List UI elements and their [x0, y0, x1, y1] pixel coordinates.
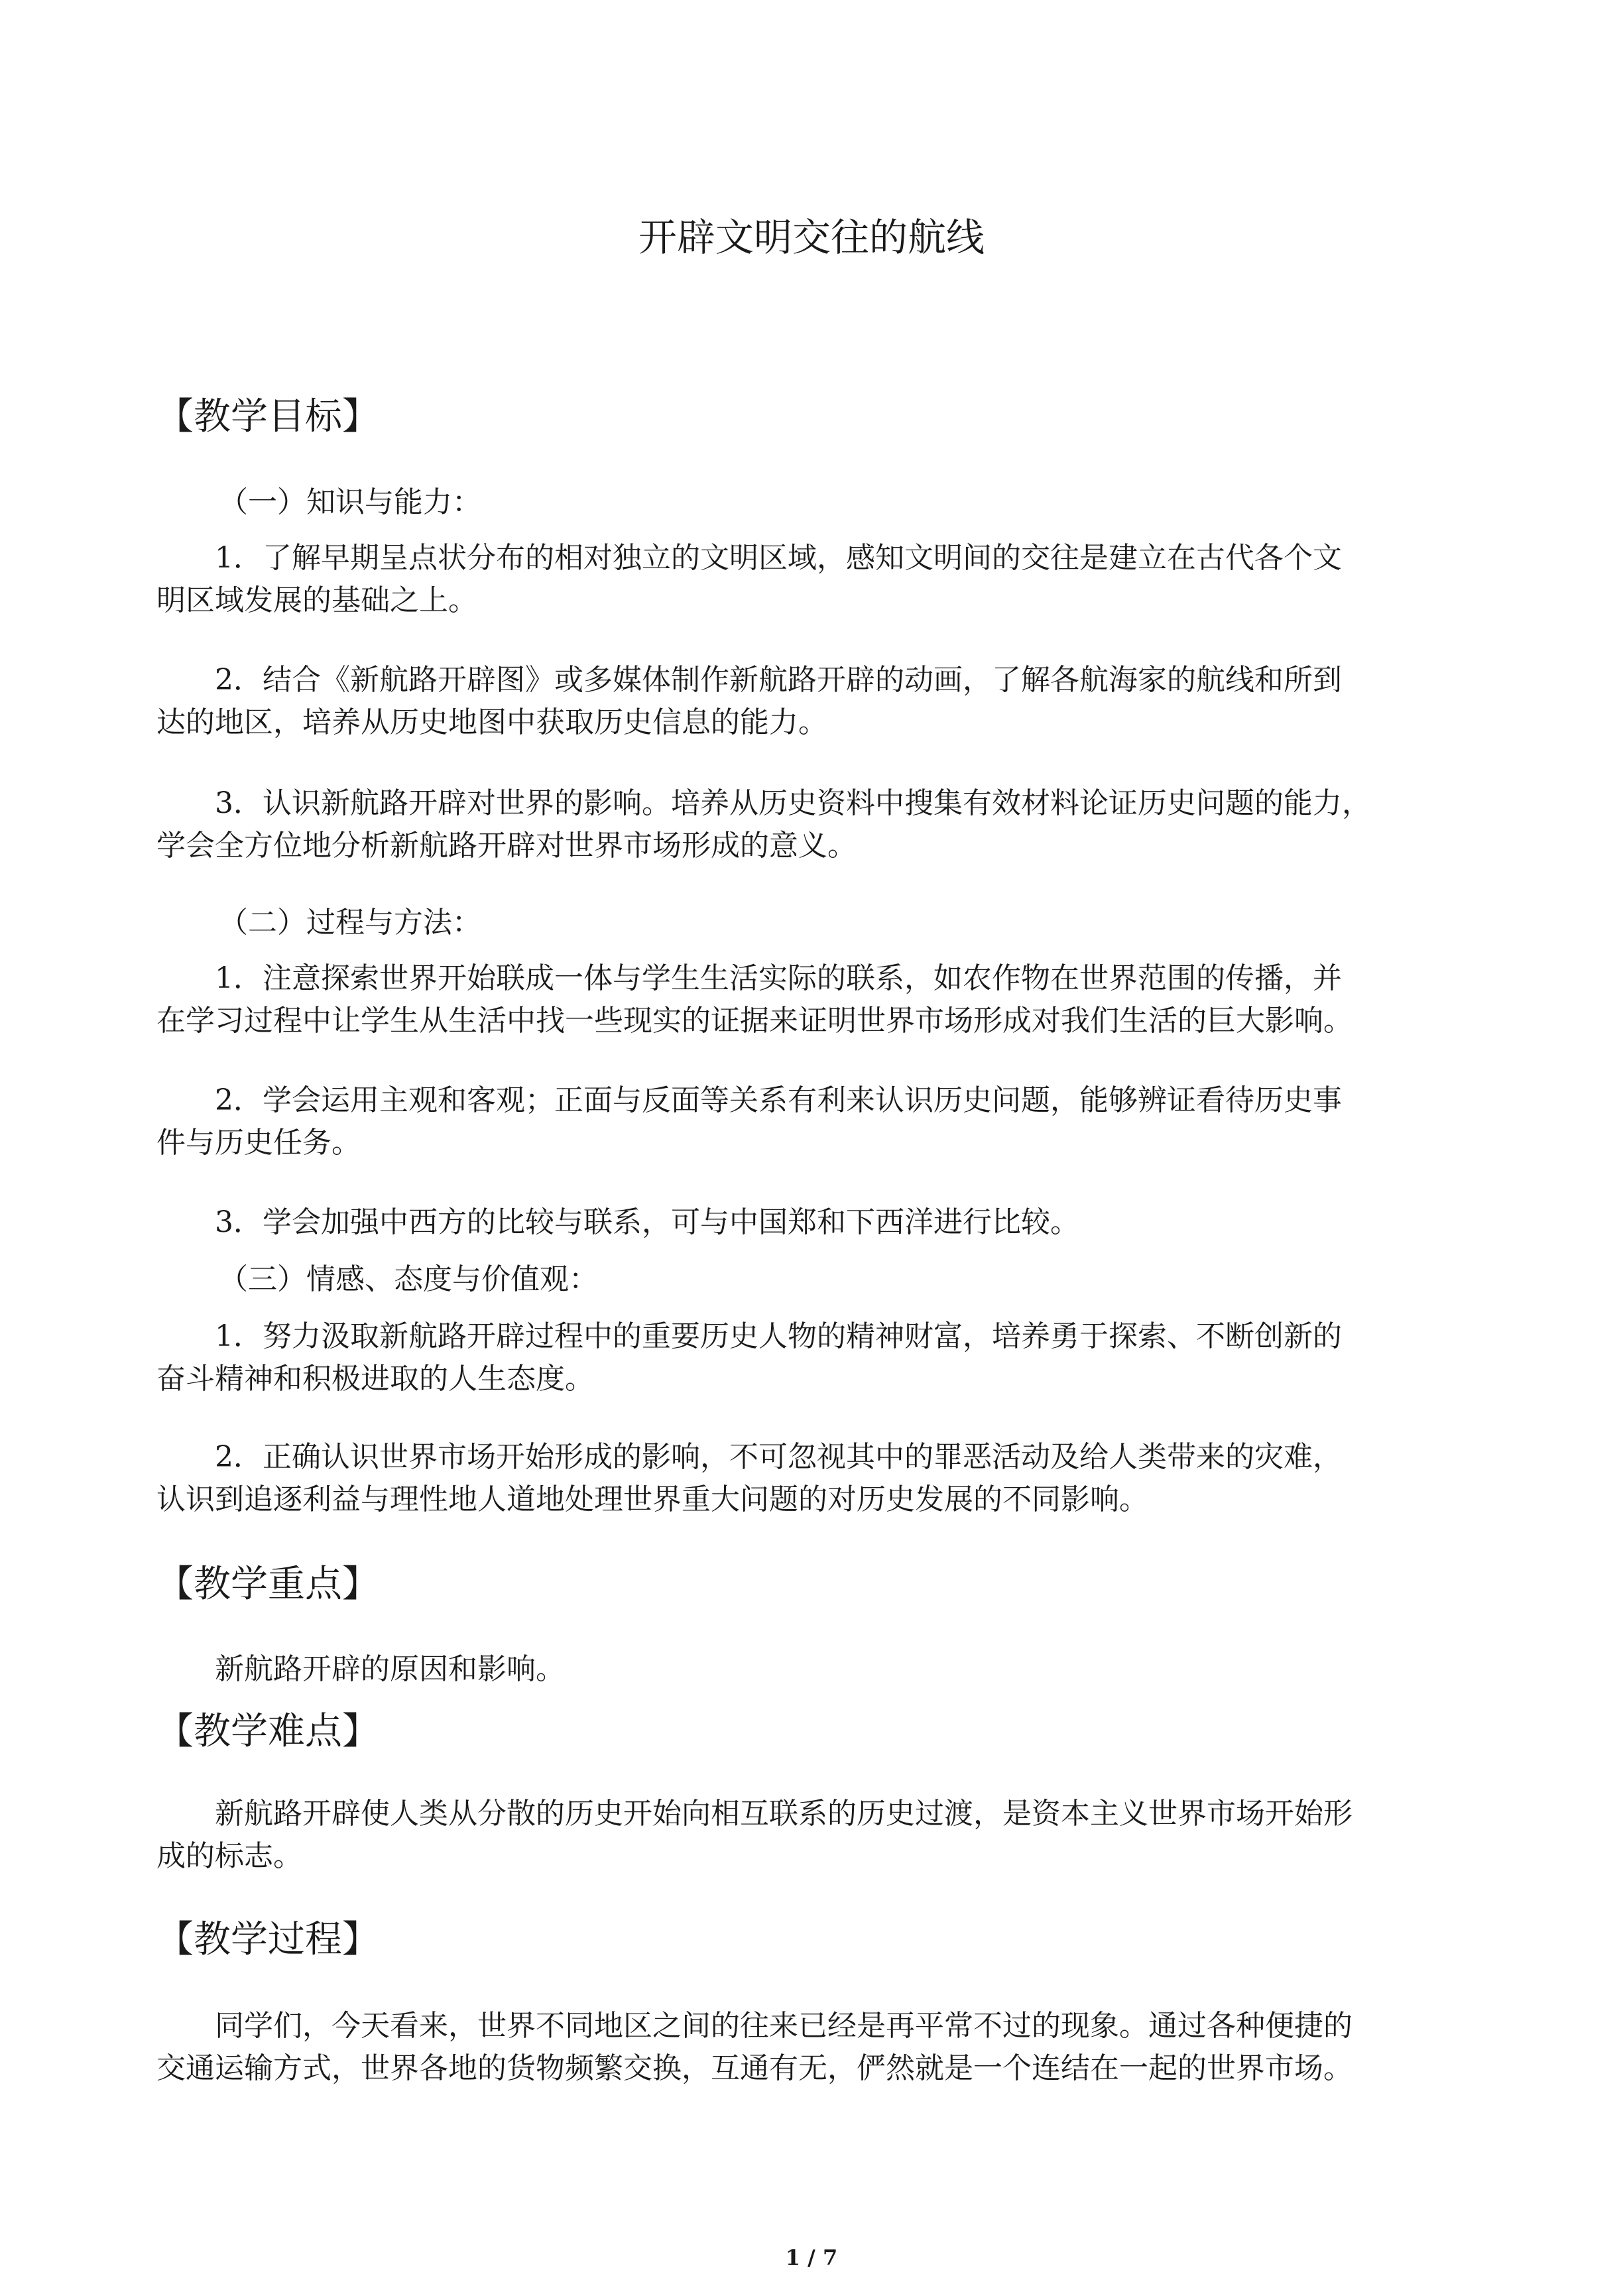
paragraph-emotion-1 — [156, 1315, 1478, 1400]
line: 2．结合《新航路开辟图》或多媒体制作新航路开辟的动画，了解各航海家的航线和所到 — [215, 663, 1342, 697]
paragraph-key-point — [156, 1648, 1478, 1691]
line: 同学们，今天看来，世界不同地区之间的往来已经是再平常不过的现象。通过各种便捷的 — [215, 2009, 1352, 2043]
paragraph-knowledge-3 — [156, 782, 1478, 867]
heading-teaching-process: 【教学过程】 — [156, 1918, 379, 1961]
line: 2．正确认识世界市场开始形成的影响，不可忽视其中的罪恶活动及给人类带来的灾难， — [215, 1440, 1342, 1474]
line: 认识到追逐利益与理性地人道地处理世界重大问题的对历史发展的不同影响。 — [156, 1482, 1148, 1516]
subheading-emotion-values: （三）情感、态度与价值观： — [219, 1262, 598, 1296]
paragraph-process-1 — [156, 957, 1478, 1042]
paragraph-difficult — [156, 1793, 1478, 1878]
line: 3．认识新航路开辟对世界的影响。培养从历史资料中搜集有效材料论证历史问题的能力， — [215, 786, 1371, 820]
paragraph-knowledge-2 — [156, 659, 1478, 744]
line: 件与历史任务。 — [156, 1126, 361, 1160]
document-title: 开辟文明交往的航线 — [638, 215, 985, 260]
paragraph-process-2 — [156, 1079, 1478, 1164]
line: 明区域发展的基础之上。 — [156, 583, 477, 617]
line: 新航路开辟的原因和影响。 — [215, 1652, 565, 1686]
line: 在学习过程中让学生从生活中找一些现实的证据来证明世界市场形成对我们生活的巨大影响。 — [156, 1004, 1352, 1038]
paragraph-emotion-2 — [156, 1436, 1478, 1521]
line: 奋斗精神和积极进取的人生态度。 — [156, 1362, 594, 1396]
subheading-knowledge: （一）知识与能力： — [219, 485, 481, 519]
line: 2．学会运用主观和客观；正面与反面等关系有利来认识历史问题，能够辨证看待历史事 — [215, 1083, 1342, 1117]
line: 1．努力汲取新航路开辟过程中的重要历史人物的精神财富，培养勇于探索、不断创新的 — [215, 1319, 1342, 1353]
line: 3．学会加强中西方的比较与联系，可与中国郑和下西洋进行比较。 — [215, 1205, 1079, 1239]
line: 达的地区，培养从历史地图中获取历史信息的能力。 — [156, 705, 827, 739]
paragraph-process-3 — [156, 1201, 1478, 1244]
paragraph-process-intro — [156, 2005, 1478, 2090]
line: 成的标志。 — [156, 1839, 302, 1873]
heading-teaching-goals: 【教学目标】 — [156, 395, 379, 438]
paragraph-knowledge-1 — [156, 537, 1478, 622]
line: 学会全方位地分析新航路开辟对世界市场形成的意义。 — [156, 829, 857, 863]
line: 1．注意探索世界开始联成一体与学生生活实际的联系，如农作物在世界范围的传播，并 — [215, 961, 1342, 995]
line: 1．了解早期呈点状分布的相对独立的文明区域，感知文明间的交往是建立在古代各个文 — [215, 541, 1342, 575]
line: 新航路开辟使人类从分散的历史开始向相互联系的历史过渡，是资本主义世界市场开始形 — [215, 1797, 1352, 1831]
heading-teaching-difficult: 【教学难点】 — [156, 1710, 379, 1753]
line: 交通运输方式，世界各地的货物频繁交换，互通有无，俨然就是一个连结在一起的世界市场。 — [156, 2051, 1352, 2085]
heading-teaching-key: 【教学重点】 — [156, 1563, 379, 1606]
subheading-process-method: （二）过程与方法： — [219, 906, 481, 939]
page-number: 1 / 7 — [785, 2245, 838, 2270]
